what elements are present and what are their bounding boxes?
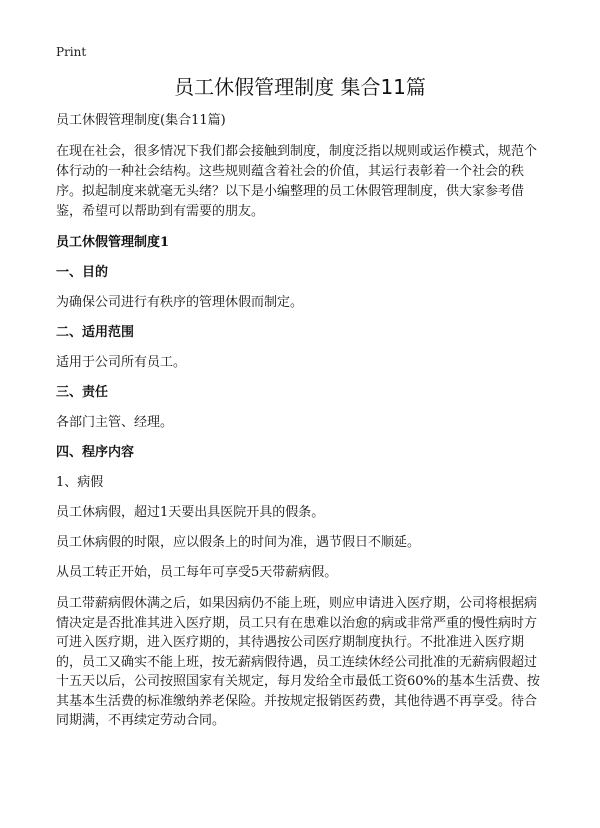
purpose-text: 为确保公司进行有秩序的管理休假而制定。 [56, 295, 304, 310]
sick-leave-paragraph-3: 从员工转正开始，员工每年可享受5天带薪病假。 [56, 565, 338, 580]
print-label: Print [56, 45, 87, 59]
duty-heading: 三、责任 [56, 385, 109, 400]
document-subtitle: 员工休假管理制度(集合11篇) [56, 113, 226, 128]
document-title: 员工休假管理制度 集合11篇 [174, 75, 426, 99]
purpose-heading: 一、目的 [56, 265, 109, 280]
sick-leave-paragraph-2: 员工休病假的时限，应以假条上的时间为准，遇节假日不顺延。 [56, 535, 421, 550]
scope-text: 适用于公司所有员工。 [56, 355, 187, 370]
sick-leave-paragraph-1: 员工休病假，超过1天要出具医院开具的假条。 [56, 505, 325, 520]
sick-leave-paragraph-4: 员工带薪病假休满之后，如果因病仍不能上班，则应申请进入医疗期，公司将根据病情决定是否批准其进入医疗期，员工只有在患难以治愈的病或非常严重的慢性病时方可进入医疗期，进入医疗期的，其待遇按公司医疗期制度执行。不批准进入医疗期的，员工又确实不能上班，按无薪病假待遇，员工连续休经公司批准的无薪病假超过十五天以后，公司按照国家有关规定，每月发给全市最低工资60%的基本生活费、按其基本生活费的标准缴纳养老保险。并按规定报销医药费，其他待遇不再享受。待合同期满，不再续定劳动合同。 [56, 596, 540, 728]
sick-leave-item: 1、病假 [56, 475, 104, 490]
section-title: 员工休假管理制度1 [56, 235, 170, 250]
procedure-heading: 四、程序内容 [56, 445, 135, 460]
intro-paragraph: 在现在社会，很多情况下我们都会接触到制度，制度泛指以规则或运作模式，规范个体行动的一种社会结构。这些规则蕴含着社会的价值，其运行表彰着一个社会的秩序。拟起制度来就毫无头绪？以下是小编整理的员工休假管理制度，供大家参考借鉴，希望可以帮助到有需要的朋友。 [56, 144, 538, 219]
scope-heading: 二、适用范围 [56, 325, 135, 340]
duty-text: 各部门主管、经理。 [56, 415, 174, 430]
